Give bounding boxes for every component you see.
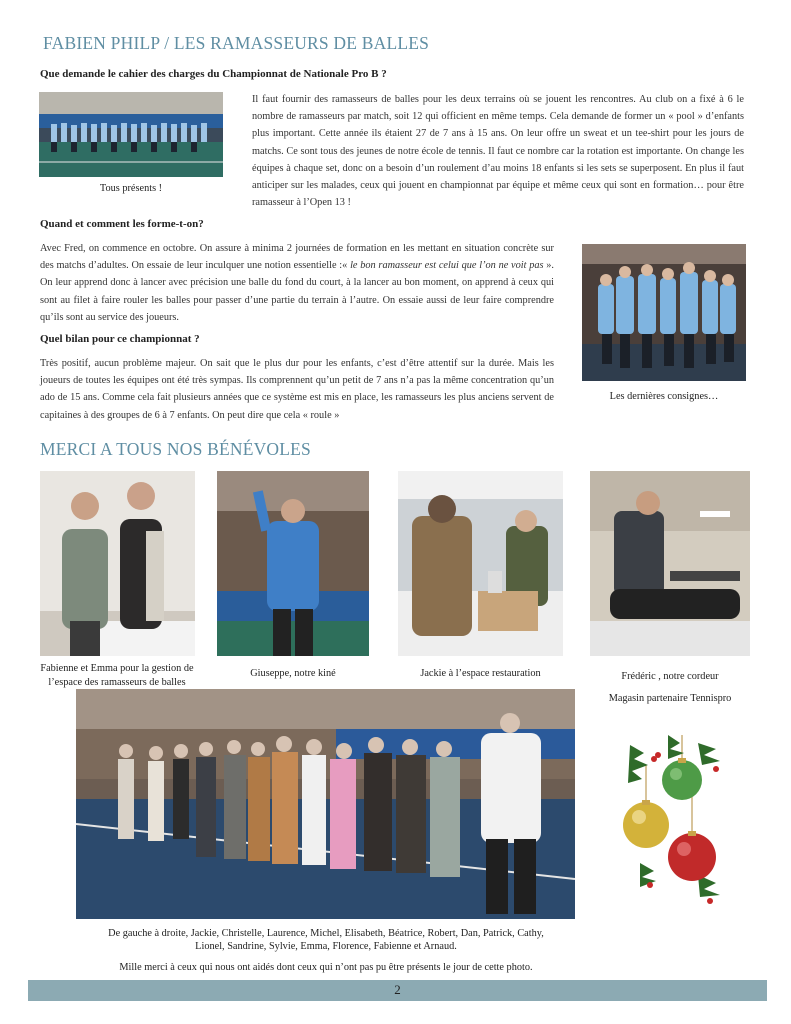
paragraph-formation: [40, 240, 554, 326]
page-number: 2: [394, 982, 401, 997]
photo-jackie: [398, 471, 563, 656]
caption-tennispro: Magasin partenaire Tennispro: [608, 693, 732, 704]
caption-jackie: Jackie à l’espace restauration: [420, 668, 541, 679]
footer-bar: [28, 980, 767, 1001]
photo-dernieres-consignes: [582, 244, 746, 381]
question-bilan: Quel bilan pour ce championnat ?: [40, 333, 200, 345]
photo-frederic: [590, 471, 750, 656]
photo-fabienne-emma: [40, 471, 195, 656]
caption-frederic: Frédéric , notre cordeur: [621, 671, 719, 682]
section-title-benevoles: MERCI A TOUS NOS BÉNÉVOLES: [40, 439, 311, 459]
photo-giuseppe: [217, 471, 369, 656]
question-formation: Quand et comment les forme-t-on?: [40, 218, 204, 230]
christmas-ornaments-illustration: [620, 725, 728, 910]
caption-tous-presents: Tous présents !: [99, 183, 163, 194]
section-title-ramasseurs: FABIEN PHILP / LES RAMASSEURS DE BALLES: [43, 33, 430, 53]
paragraph-bilan: Très positif, aucun problème majeur. On sait que le plus dur pour les enfants, c’est d’être attentif sur la durée. Mais les joueurs de toutes les équipes ont été très sympas. Ils comprennent qu’un petit de 7 ans n’a pas la même concentration qu’un ado de 15 ans. Comme cela fait plusieurs années que ce système est mis en place, les ramasseurs les plus anciens servent de capitaines à des groupes de 6 à 7 enfants. On peut dire que cela « roule »: [40, 358, 554, 421]
question-cahier-des-charges: Que demande le cahier des charges du Championnat de Nationale Pro B ?: [40, 68, 387, 80]
photo-groupe-benevoles: [76, 689, 575, 919]
caption-groupe-line1: De gauche à droite, Jackie, Christelle, Laurence, Michel, Elisabeth, Béatrice, Robert, Dan, Patrick, Cathy,: [108, 928, 544, 939]
quote-bon-ramasseur: le bon ramasseur est celui que l’on ne voit pas: [350, 260, 544, 272]
thanks-message: Mille merci à ceux qui nous ont aidés dont ceux qui n’ont pas pu être présents le jour de cette photo.: [119, 962, 533, 973]
paragraph-ramasseurs-fournir: Il faut fournir des ramasseurs de balles pour les deux terrains où se jouent les rencontres. Au club on a fixé à 6 le nombre de ramasseurs par match, soit 12 qui officient en même temps. Cela demande de former un « pool » d’enfants plus important. Cette année ils étaient 27 de 7 ans à 15 ans. On leur offre un sweat et un tee-shirt pour les jours de matchs. Ce sont tous des jeunes de notre école de tennis. Il faut ce nombre car la rotation est importante. On change les équipes à chaque set, donc on a besoin d’un roulement d’au moins 18 enfants si les sets se superposent. En plus il faut anticiper sur les malades, ceux qui jouent en championnat par équipe et même ceux qui sont en formation… pour être ramasseur à l’Open 13 !: [252, 94, 744, 209]
caption-dernieres-consignes: Les dernières consignes…: [609, 391, 719, 402]
photo-tous-presents: [39, 92, 223, 177]
paragraph-formation-part2: ». On leur apprend donc à lancer avec précision une balle du fond du court, à la lancer au bon moment, on apprend à ceux qui sont au filet à faire rouler les balles pour passer d’une partie du terrain à l’autre. On essaie aussi de leur faire comprendre qu’ils sont au service des joueurs.: [40, 260, 555, 323]
caption-groupe-line2: Lionel, Sandrine, Sylvie, Emma, Florence, Fabienne et Arnaud.: [195, 941, 457, 952]
caption-giuseppe: Giuseppe, notre kiné: [250, 668, 336, 679]
paragraph-formation-part1: Avec Fred, on commence en octobre. On assure à minima 2 journées de formation en les mettant en situation concrète sur des matchs d’adultes. On essaie de leur inculquer une notion essentielle :«: [40, 243, 554, 272]
caption-fabienne-emma: Fabienne et Emma pour la gestion de l’espace des ramasseurs de balles: [40, 663, 194, 688]
